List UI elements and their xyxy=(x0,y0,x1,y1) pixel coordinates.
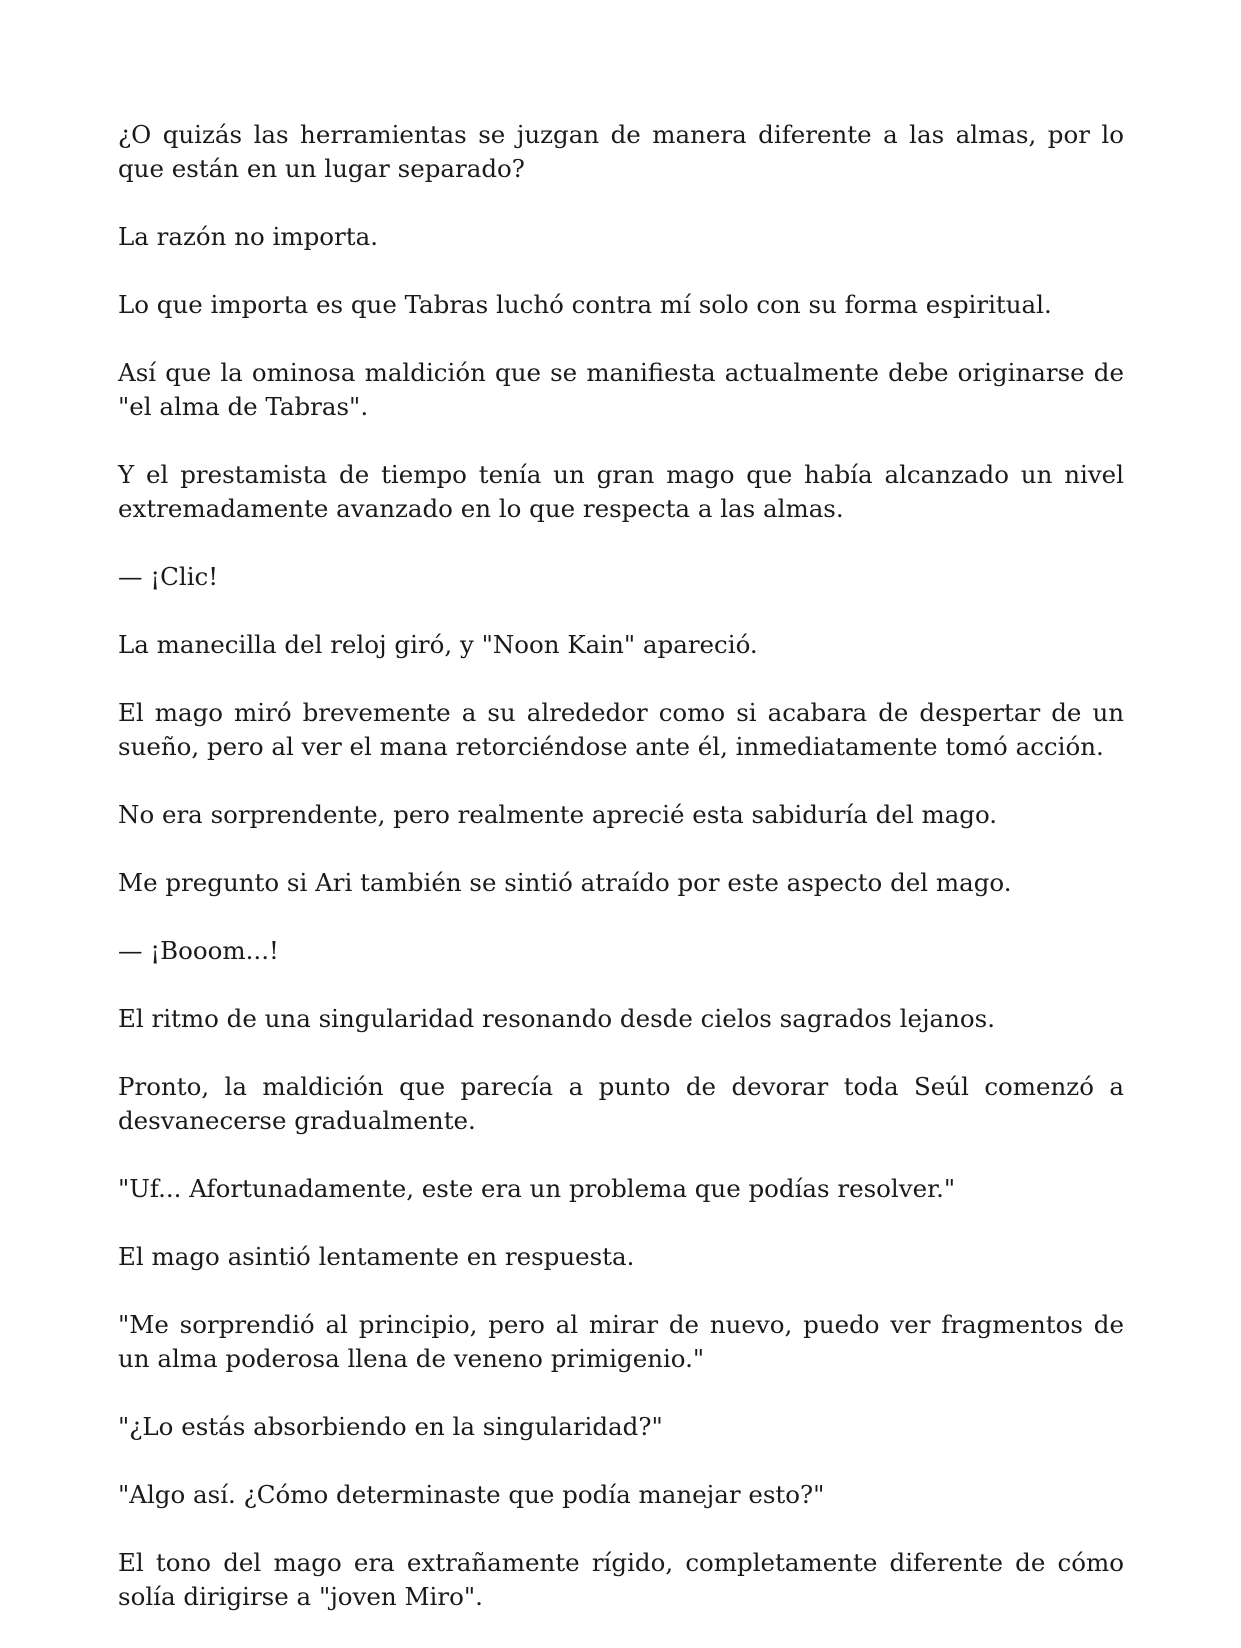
paragraph: Lo que importa es que Tabras luchó contra mí solo con su forma espiritual. xyxy=(118,290,1052,319)
paragraph: El ritmo de una singularidad resonando desde cielos sagrados lejanos. xyxy=(118,1004,996,1033)
paragraph: El tono del mago era extrañamente rígido, completamente diferente de cómo solía dirigirse a "joven Miro". xyxy=(118,1548,1124,1611)
paragraph: La razón no importa. xyxy=(118,222,378,251)
sound-effect-line: — ¡Clic! xyxy=(118,562,219,591)
dialogue-line: "¿Lo estás absorbiendo en la singularidad?" xyxy=(118,1412,663,1441)
paragraph: El mago miró brevemente a su alrededor como si acabara de despertar de un sueño, pero al ver el mana retorciéndose ante él, inmediatamente tomó acción. xyxy=(118,698,1124,761)
paragraph: No era sorprendente, pero realmente aprecié esta sabiduría del mago. xyxy=(118,800,998,829)
document-page xyxy=(118,118,1124,1648)
paragraph: La manecilla del reloj giró, y "Noon Kain" apareció. xyxy=(118,630,758,659)
sound-effect-line: — ¡Booom...! xyxy=(118,936,279,965)
paragraph: Y el prestamista de tiempo tenía un gran mago que había alcanzado un nivel extremadamente avanzado en lo que respecta a las almas. xyxy=(118,460,1124,523)
paragraph: Me pregunto si Ari también se sintió atraído por este aspecto del mago. xyxy=(118,868,1012,897)
dialogue-line: "Algo así. ¿Cómo determinaste que podía manejar esto?" xyxy=(118,1480,825,1509)
dialogue-line: "Uf... Afortunadamente, este era un problema que podías resolver." xyxy=(118,1174,956,1203)
paragraph: Pronto, la maldición que parecía a punto de devorar toda Seúl comenzó a desvanecerse gradualmente. xyxy=(118,1072,1124,1135)
dialogue-line: "Me sorprendió al principio, pero al mirar de nuevo, puedo ver fragmentos de un alma poderosa llena de veneno primigenio." xyxy=(118,1310,1124,1373)
paragraph: ¿O quizás las herramientas se juzgan de manera diferente a las almas, por lo que están en un lugar separado? xyxy=(118,120,1124,183)
paragraph: El mago asintió lentamente en respuesta. xyxy=(118,1242,635,1271)
paragraph: Así que la ominosa maldición que se manifiesta actualmente debe originarse de "el alma de Tabras". xyxy=(118,358,1124,421)
